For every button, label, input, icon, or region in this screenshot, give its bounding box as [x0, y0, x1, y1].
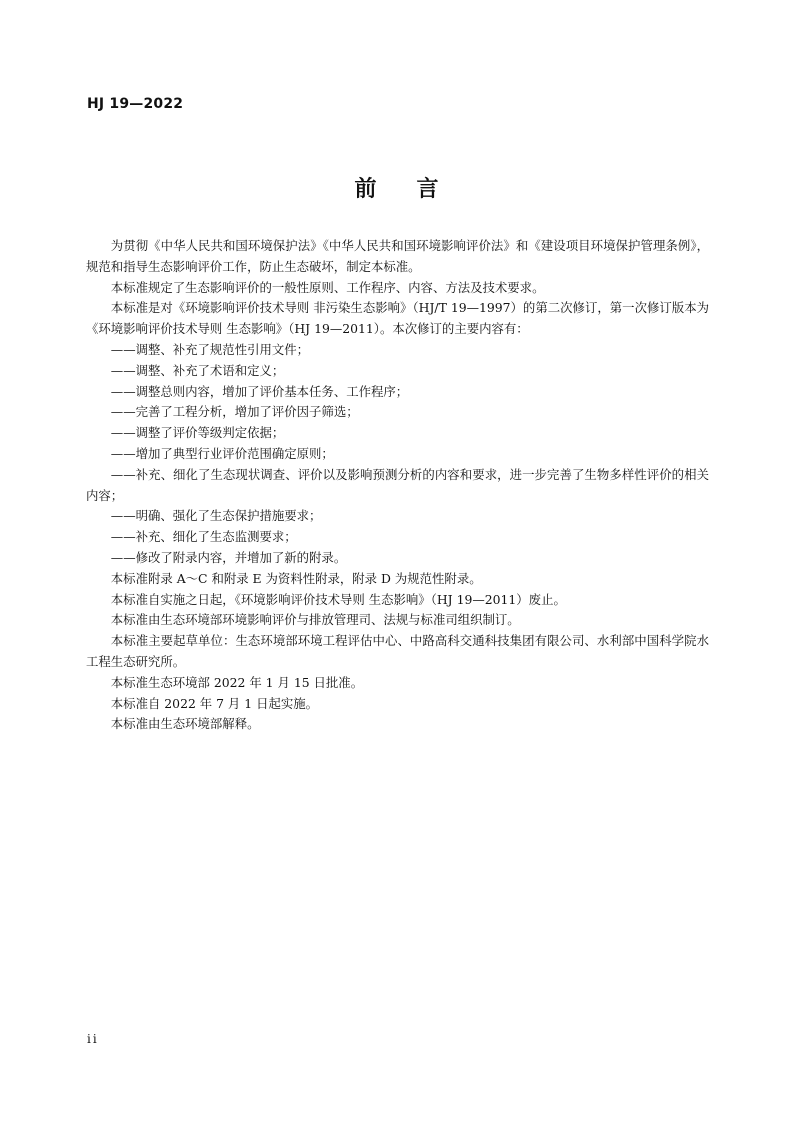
- list-item: ——调整、补充了规范性引用文件；: [110, 341, 310, 357]
- list-item: ——补充、细化了生态监测要求；: [110, 529, 297, 545]
- paragraph: 本标准由生态环境部解释。: [110, 716, 260, 732]
- list-item: ——增加了典型行业评价范围确定原则；: [110, 445, 334, 461]
- paragraph: 本标准生态环境部 2022 年 1 月 15 日批准。: [110, 674, 364, 690]
- list-item: ——修改了附录内容，并增加了新的附录。: [110, 549, 347, 565]
- paragraph: 本标准由生态环境部环境影响评价与排放管理司、法规与标准司组织制订。: [110, 612, 520, 628]
- paragraph: 本标准是对《环境影响评价技术导则 非污染生态影响》（HJ/T 19—1997）的第二次修订，第一次修订版本为《环境影响评价技术导则 生态影响》（HJ 19—2011）。本次修订的主要内容有：: [86, 300, 709, 337]
- list-item: ——调整总则内容，增加了评价基本任务、工作程序；: [110, 383, 409, 399]
- foreword-body: [86, 236, 709, 735]
- page-number: ii: [87, 1032, 99, 1046]
- paragraph: 为贯彻《中华人民共和国环境保护法》《中华人民共和国环境影响评价法》和《建设项目环境保护管理条例》，规范和指导生态影响评价工作，防止生态破坏，制定本标准。: [86, 238, 709, 274]
- list-item: ——完善了工程分析，增加了评价因子筛选；: [110, 404, 359, 420]
- list-item: ——明确、强化了生态保护措施要求；: [110, 508, 322, 524]
- paragraph: 本标准自 2022 年 7 月 1 日起实施。: [110, 695, 319, 711]
- paragraph: 本标准附录 A～C 和附录 E 为资料性附录，附录 D 为规范性附录。: [110, 570, 482, 586]
- page-title: 前言: [354, 177, 479, 202]
- list-item: ——调整、补充了术语和定义；: [110, 362, 285, 378]
- list-item: ——调整了评价等级判定依据；: [110, 425, 285, 441]
- paragraph: 本标准自实施之日起，《环境影响评价技术导则 生态影响》（HJ 19—2011）废止。: [110, 591, 566, 607]
- document-id: HJ 19—2022: [87, 96, 184, 112]
- paragraph: 本标准主要起草单位：生态环境部环境工程评估中心、中路高科交通科技集团有限公司、水利部中国科学院水工程生态研究所。: [86, 633, 709, 669]
- paragraph: 本标准规定了生态影响评价的一般性原则、工作程序、内容、方法及技术要求。: [110, 279, 545, 295]
- list-item: ——补充、细化了生态现状调查、评价以及影响预测分析的内容和要求，进一步完善了生物多样性评价的相关内容；: [86, 466, 709, 503]
